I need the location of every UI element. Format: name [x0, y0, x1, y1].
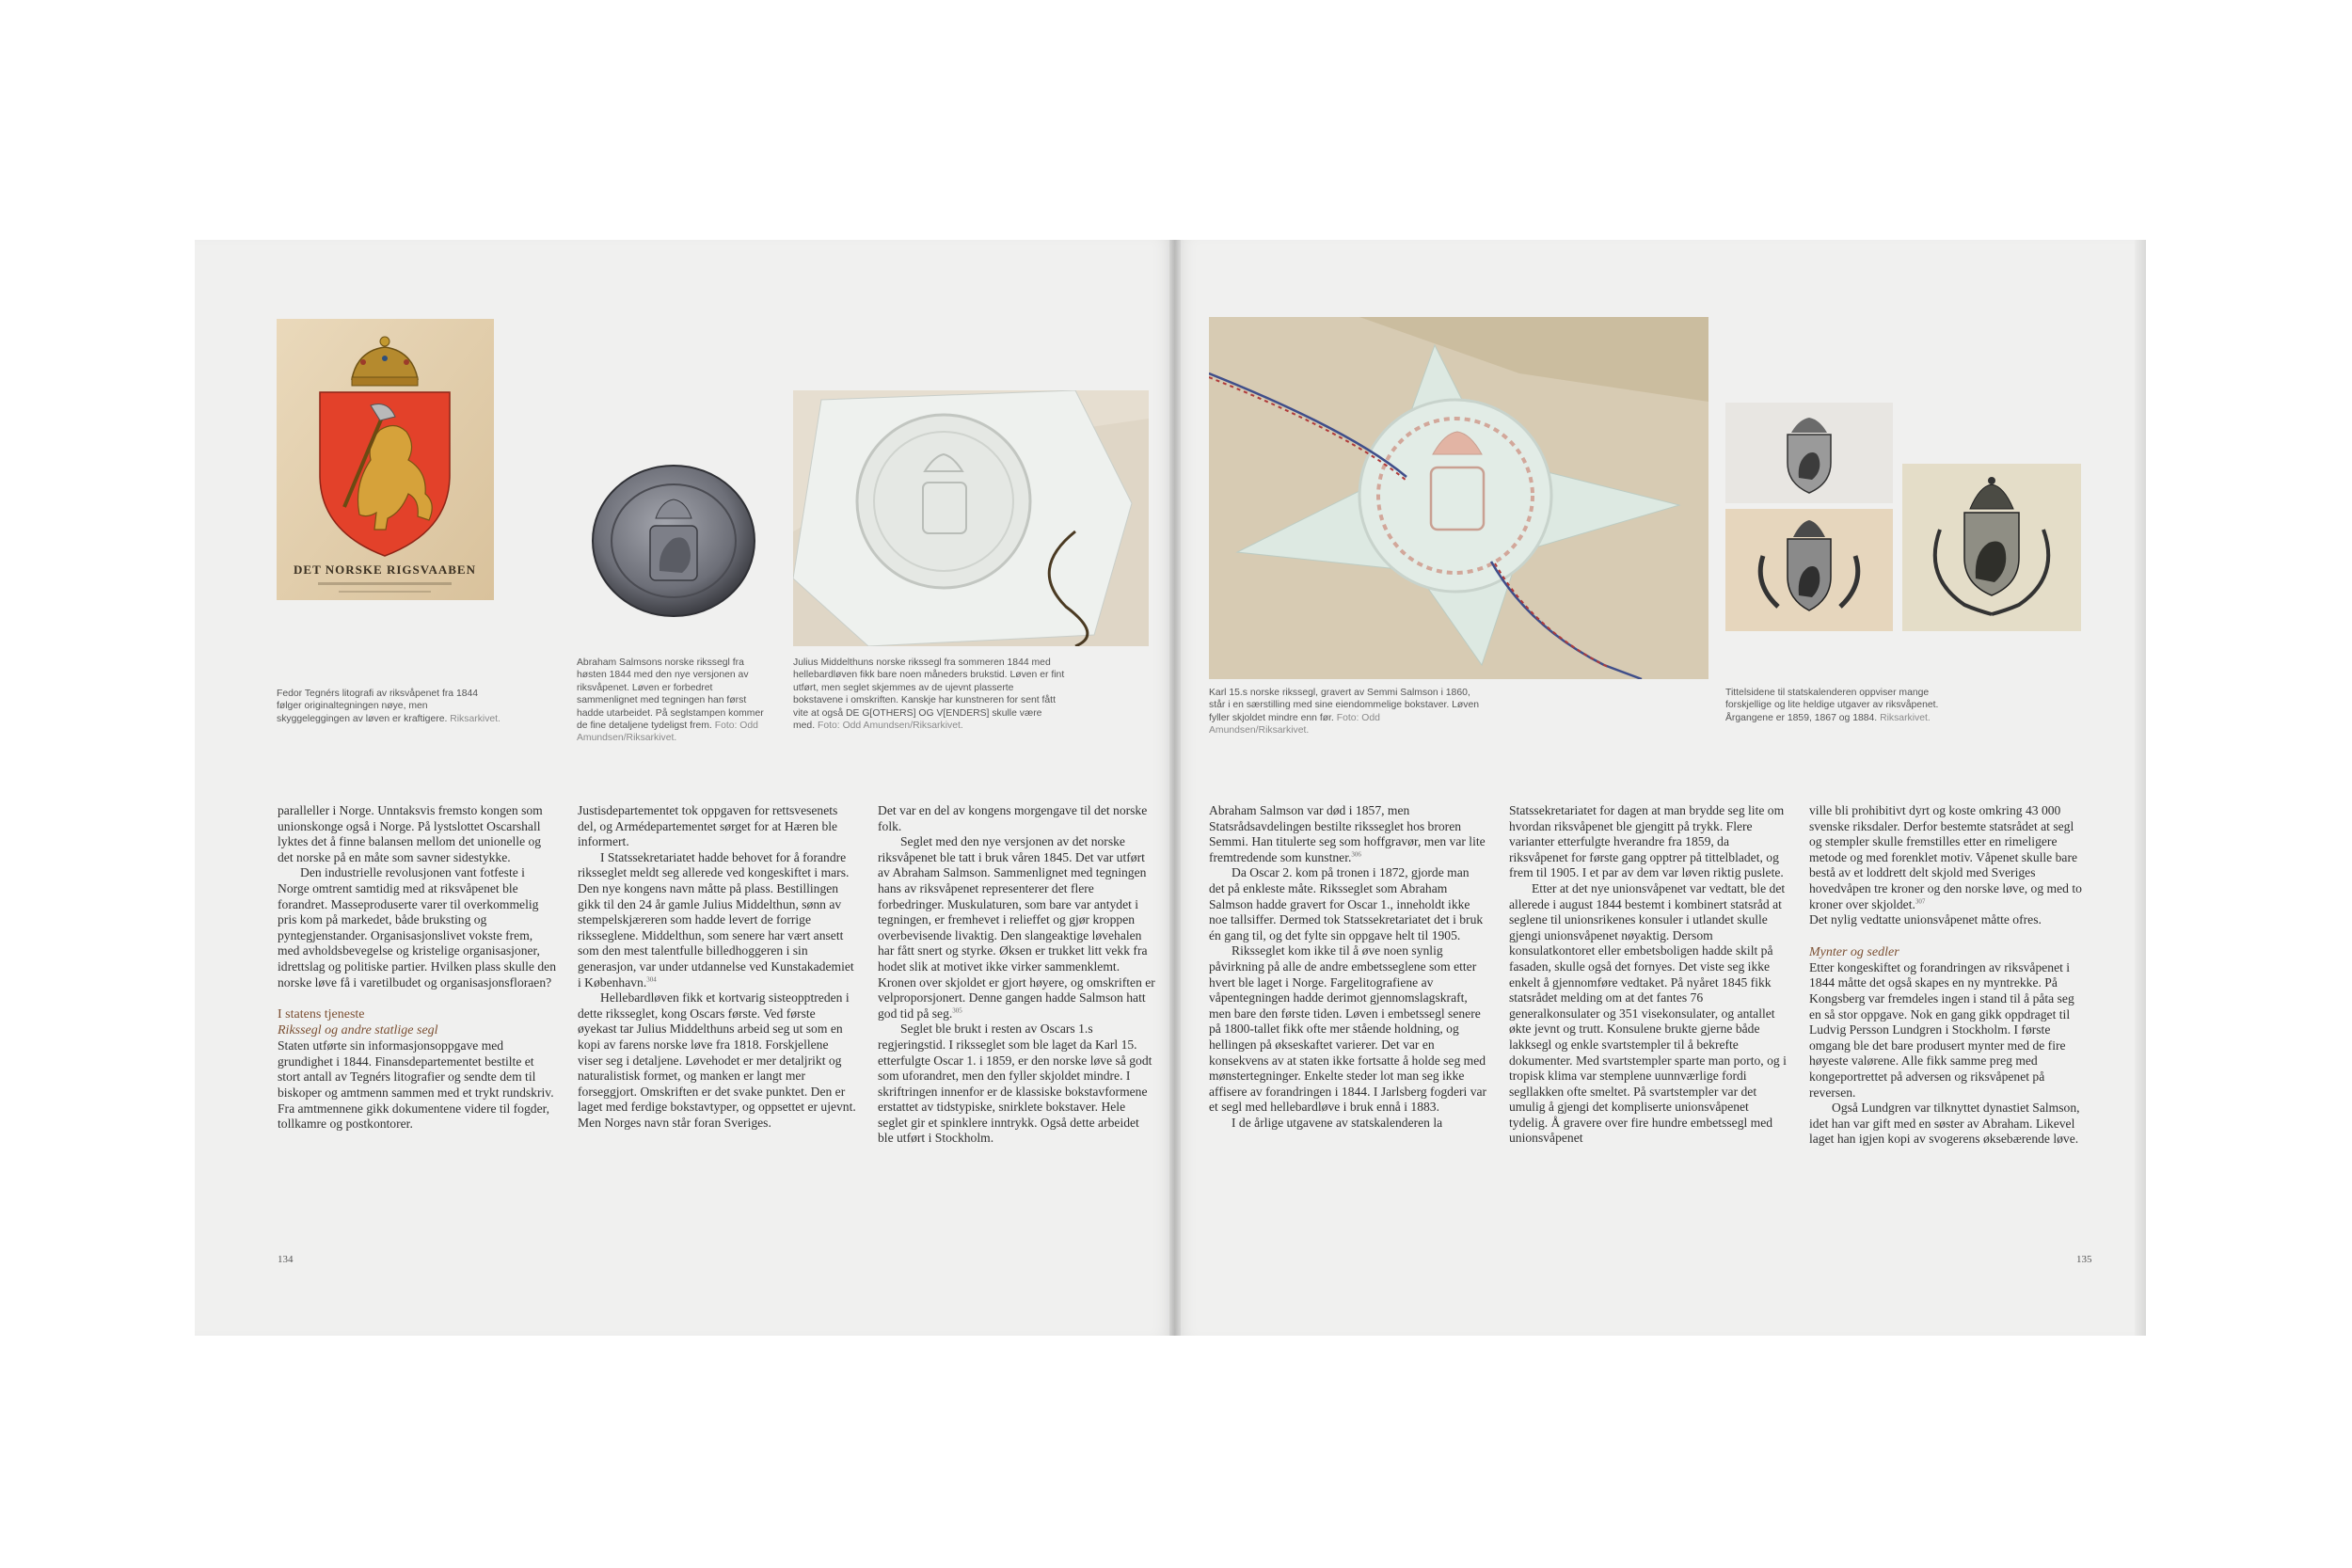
paragraph — [1509, 803, 1788, 881]
caption-source: Foto: Odd Amundsen/Riksarkivet. — [577, 721, 758, 744]
paragraph — [278, 865, 556, 990]
paragraph — [878, 803, 1156, 834]
paragraph-text: Etter at det nye unionsvåpenet var vedtatt, ble det allerede i august 1844 bestemt i kombinert statsråd at seglene til unionsrikenes konsuler i utlandet skulle gjengi unionsvåpenet nøyaktig. Dersom konsulatkontoret eller embetsboligen hadde skilt på fasaden, skulle også det fornyes. Det viste seg ikke enkelt å gjennomføre vedtaket. På nyåret 1845 fikk statsrådet melding om at det fantes 76 generalkonsulater og 351 visekonsulater, og antallet økte jevnt og trutt. Konsulene brukte gjerne både lakksegl og enkle svartstempler til å bekrefte dokumenter. Med svartstempler sparte man porto, og i tropisk klima var stemplene uunnværlige fordi segllakken ofte smeltet. På svartstempler var det umulig å gjengi det kompliserte unionsvåpenet tydelig. Å gravere over fire hundre embetssegl med unionsvåpenet — [1509, 880, 1787, 1146]
paragraph — [1809, 1101, 2088, 1148]
caption-source: Foto: Odd Amundsen/Riksarkivet. — [1209, 712, 1380, 736]
paragraph-text: Mynter og sedler — [1809, 944, 1899, 959]
paragraph — [578, 990, 856, 1131]
section-heading — [278, 1006, 556, 1022]
figure-caption — [1725, 687, 1970, 724]
paragraph — [278, 1038, 556, 1132]
caption-text: Abraham Salmsons norske rikssegl fra høsten 1844 med den nye versjonen av riksvåpenet. Løven er forbedret sammenlignet med tegningen han først hadde utarbeidet. På seglstampen kommer de fine detaljene tydeligst frem. — [577, 657, 764, 732]
paragraph — [1209, 943, 1487, 1116]
paragraph — [1809, 960, 2088, 1101]
caption-source: Riksarkivet. — [1880, 712, 1931, 723]
right-text-column-1 — [1209, 803, 1487, 1131]
left-text-column-1 — [278, 803, 556, 1132]
statskalender-1867-image — [1725, 509, 1893, 631]
caption-source: Riksarkivet. — [450, 713, 501, 724]
paragraph — [578, 850, 856, 990]
paragraph-text: ville bli prohibitivt dyrt og koste omkring 43 000 svenske riksdaler. Derfor bestemte statsrådet at segl og stempler skulle fremstilles etter en rimeligere metode og med forenklet motiv. Våpenet skulle bare bestå av et loddrett delt skjold med Sveriges hovedvåpen tre kroner og den norske løve, og med to kroner over skjoldet. — [1809, 803, 2082, 911]
paragraph-text: Det nylig vedtatte unionsvåpenet måtte ofres. — [1809, 912, 2042, 927]
paragraph-text: Abraham Salmson var død i 1857, men Statsrådsavdelingen bestilte riksseglet hos broren Semmi. Han titulerte seg som hoffgravør, men var lite fremtredende som kunstner. — [1209, 803, 1486, 864]
caption-source: Foto: Odd Amundsen/Riksarkivet. — [818, 721, 963, 732]
right-text-column-3 — [1809, 803, 2088, 1148]
book-gutter — [1169, 240, 1181, 1336]
subsection-heading — [278, 1022, 556, 1038]
paragraph — [1509, 881, 1788, 1147]
paragraph-text: Hellebardløven fikk et kortvarig sisteopptreden i dette riksseglet, kong Oscars første. Ved første øyekast tar Julius Middelthuns arbeid seg ut som en kopi av farens norske løve fra 1818. Forskjellene viser seg i detaljene. Løvehodet er mer detaljrikt og naturalistisk formet, og manken er langt mer forseggjort. Omskriften er det svake punktet. Den er laget med ferdige bokstavtyper, og oppsettet er ujevnt. Men Norges navn står foran Sveriges. — [578, 990, 856, 1130]
paragraph-text: Rikssegl og andre statlige segl — [278, 1023, 438, 1038]
paragraph — [1209, 865, 1487, 943]
paragraph-spacer — [278, 990, 556, 1006]
book-spread — [195, 240, 2146, 1336]
paragraph-text: I de årlige utgavene av statskalenderen la — [1232, 1115, 1443, 1130]
paragraph — [278, 803, 556, 865]
paragraph — [1809, 803, 2088, 912]
paragraph-text: Seglet ble brukt i resten av Oscars 1.s regjeringstid. I riksseglet som ble laget da Karl 15. etterfulgte Oscar 1. i 1859, er den norske løve så godt som uforandret, men den fyller skjoldet mindre. I skriftringen innenfor er de klassiske bokstavformene erstattet av tidstypiske, snirklete bokstaver. Hele seglet gir et spinklere inntrykk. Også dette arbeidet ble utført i Stockholm. — [878, 1022, 1152, 1146]
paragraph-text: Da Oscar 2. kom på tronen i 1872, gjorde man det på enkleste måte. Riksseglet som Abraham Salmson hadde gravert for Oscar 1., inneholdt ikke noe tallsiffer. Dermed tok Statssekretariatet det i bruk én gang til, og det fylte sin oppgave helt til 1905. — [1209, 865, 1484, 942]
paragraph-spacer — [1809, 928, 2088, 944]
paragraph-text: I statens tjeneste — [278, 1007, 365, 1022]
paragraph-text: Seglet med den nye versjonen av det norske riksvåpenet ble tatt i bruk våren 1845. Det var utført av Abraham Salmson. Sammenlignet med tegningen hans av riksvåpenet representerer det flere forbedringer. Muskulaturen, som bare var antydet i tegningen, er fremhevet i relieffet og gjør kroppen overbevisende livaktig. Den slangeaktige løvehalen har fått snert og styrke. Øksen er trukket litt vekk fra hodet slik at motivet ikke virker sammenklemt. Kronen over skjoldet er gjort høyere, og omskriften er velproporsjonert. Denne gangen hadde Salmson hatt god tid på seg. — [878, 834, 1155, 1021]
karl-xv-seal-image — [1209, 317, 1708, 679]
figure-caption — [793, 657, 1066, 732]
page-number-left: 134 — [278, 1254, 294, 1265]
paragraph — [878, 834, 1156, 1022]
statskalender-1859-image — [1725, 403, 1893, 503]
paragraph-text: Det var en del av kongens morgengave til det norske folk. — [878, 803, 1148, 833]
figure-caption — [1209, 687, 1482, 737]
caption-text: Tittelsidene til statskalenderen oppviser mange forskjellige og lite heldige utgaver av riksvåpenet. Årgangene er 1859, 1867 og 1884. — [1725, 688, 1939, 723]
statskalender-1884-image — [1902, 464, 2081, 631]
lithograph-title-text: DET NORSKE RIGSVAABEN — [294, 562, 476, 577]
left-text-column-3 — [878, 803, 1156, 1147]
caption-text: Fedor Tegnérs litografi av riksvåpenet fra 1844 følger originaltegningen nøye, men skyggeleggingen av løven er kraftigere. — [277, 689, 479, 724]
footnote-reference: 306 — [1351, 850, 1361, 859]
paragraph-text: Også Lundgren var tilknyttet dynastiet Salmson, idet han var gift med en søster av Abraham. Likevel laget han igjen kopi av svogerens øksebærende løve. — [1809, 1101, 2080, 1147]
figure-caption — [277, 688, 502, 725]
footnote-reference: 305 — [952, 1006, 962, 1015]
caption-text: Julius Middelthuns norske rikssegl fra sommeren 1844 med hellebardløven fikk bare noen måneders brukstid. Løven er fint utført, men seglet skjemmes av de ujevnt plasserte bokstavene i omskriften. Kanskje har kunstneren for sent fått vite at også DE G[OTHERS] OG V[ENDERS] skulle være med. — [793, 657, 1065, 732]
right-text-column-2 — [1509, 803, 1788, 1147]
paragraph-text: I Statssekretariatet hadde behovet for å forandre riksseglet meldt seg allerede ved kongeskiftet i mars. Den nye kongens navn måtte på plass. Bestillingen gikk til den 24 år gamle Julius Middelthun, sønn av stempelskjæreren som hadde levert de forrige riksseglene. Middelthun, som senere har vært ansett som den mest talentfulle billedhoggeren i sin generasjon, var under utdannelse ved Kunstakademiet i København. — [578, 849, 854, 990]
paragraph-text: Etter kongeskiftet og forandringen av riksvåpenet i 1844 måtte det også skapes en ny myntrekke. På Kongsberg var fremdeles ingen i stand til å påta seg en så stor oppgave. Nok en gang gikk oppdraget til Ludvig Persson Lundgren i Stockholm. I første omgang ble det bare produsert mynter med de fire høyeste valørene. Alle fikk samme preg med kongeportrettet på adversen og riksvåpenet på reversen. — [1809, 959, 2074, 1100]
caption-text: Karl 15.s norske rikssegl, gravert av Semmi Salmson i 1860, står i en særstilling med sine eiendommelige bokstaver. Løven fyller skjoldet mindre enn før. — [1209, 688, 1480, 723]
paragraph — [1209, 1116, 1487, 1132]
page-number-right: 135 — [2076, 1254, 2092, 1265]
left-text-column-2 — [578, 803, 856, 1131]
lithograph-coat-of-arms-image — [277, 319, 494, 600]
paragraph-text: Den industrielle revolusjonen vant fotfeste i Norge omtrent samtidig med at riksvåpenet ble forandret. Masseproduserte varer til overkommelig pris kom på markedet, både bruksting og pyntegjenstander. Organisasjonslivet vokste frem, med avholdsbevegelse og kristelige organisasjoner, idrettslag og politiske partier. Hvilken plass skulle den norske løve få i varetilbudet og organisasjonsfloraen? — [278, 865, 556, 990]
page-edge — [2135, 240, 2146, 1336]
paragraph — [1809, 912, 2088, 928]
paragraph-text: Justisdepartementet tok oppgaven for rettsvesenets del, og Armédepartementet sørget for at Hæren ble informert. — [578, 803, 838, 849]
paragraph — [1209, 803, 1487, 865]
paragraph-text: Riksseglet kom ikke til å øve noen synlig påvirkning på alle de andre embetsseglene som etter hvert ble laget i Norge. Fargelitografiene av våpentegningen hadde derimot gjennomslagskraft, men bare den første tiden. Løven i embetssegl senere på 1800-tallet fikk ofte mer stående holdning, og hellingen på økseskaftet varierer. Det var en konsekvens av at staten ikke fortsatte å holde seg med mønstertegninger. Enkelte steder lot man seg ikke affisere av forandringen i 1844. I Jarlsberg fogderi var et segl med hellebardløve i bruk ennå i 1883. — [1209, 943, 1487, 1115]
seal-stamp-image — [588, 458, 759, 620]
figure-caption — [577, 657, 765, 745]
subsection-heading — [1809, 944, 2088, 960]
footnote-reference: 307 — [1915, 897, 1926, 906]
footnote-reference: 304 — [646, 975, 657, 983]
paragraph — [578, 803, 856, 850]
paragraph-text: paralleller i Norge. Unntaksvis fremsto kongen som unionskonge også i Norge. På lystslottet Oscarshall lyktes det å finne balansen mellom det unionelle og det norske på en måte som savner sidestykke. — [278, 803, 543, 864]
paper-seal-image — [793, 390, 1149, 646]
paragraph-text: Statssekretariatet for dagen at man brydde seg lite om hvordan riksvåpenet ble gjengitt på trykk. Flere varianter etterfulgte hverandre fra 1859, da riksvåpenet for første gang opptrer på tittelbladet, og frem til 1905. I et par av dem var løven riktig puslete. — [1509, 803, 1785, 880]
paragraph — [878, 1022, 1156, 1147]
paragraph-text: Staten utførte sin informasjonsoppgave med grundighet i 1844. Finansdepartementet bestilte et stort antall av Tegnérs litografier og sendte dem til biskoper og amtmenn sammen med et trykt rundskriv. Fra amtmennene gikk dokumentene videre til fogder, tollkamre og postkontorer. — [278, 1038, 554, 1132]
